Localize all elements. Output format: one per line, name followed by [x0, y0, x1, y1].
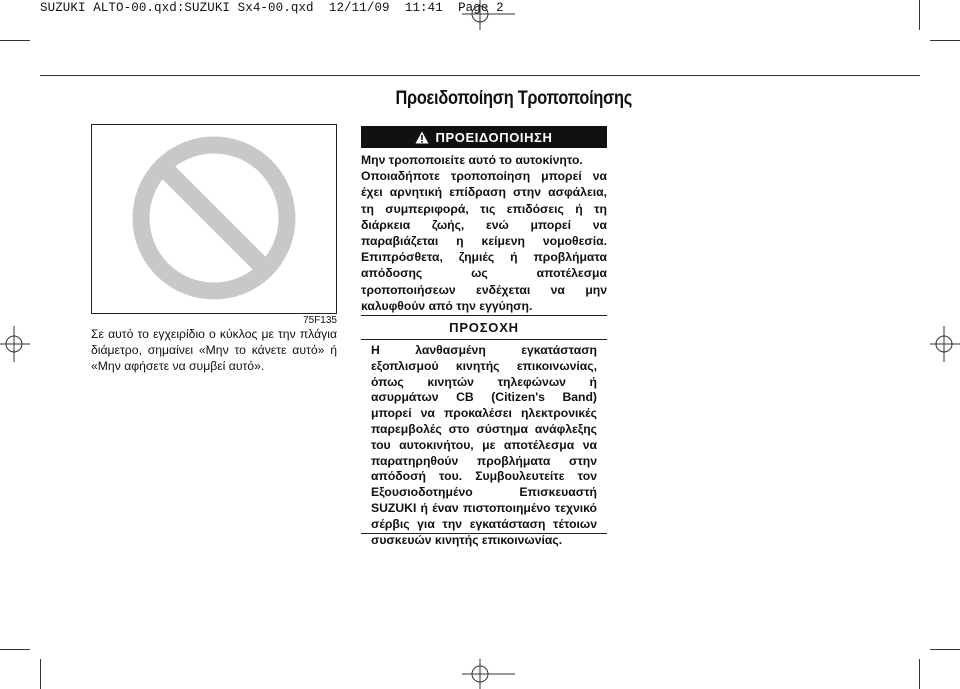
figure-caption: Σε αυτό το εγχειρίδιο ο κύκλος με την πλάγια διάμετρο, σημαίνει «Μην το κάνετε αυτό» ή «Μην αφήσετε να συμβεί αυτό». [91, 327, 337, 373]
page-title: Προειδοποίηση Τροποποίησης [395, 88, 633, 109]
warning-heading: ΠΡΟΕΙΔΟΠΟΙΗΣΗ [435, 129, 553, 145]
warning-body: Οποιαδήποτε τροποποίηση μπορεί να έχει αρνητική επίδραση στην ασφάλεια, τη συμπεριφορά, τις επιδόσεις ή τη διάρκεια ζωής, ενώ μπορεί να παραβιάζεται η κείμενη νομοθεσία. Επιπρόσθετα, ζημιές ή προβλήματα απόδοσης ως αποτέλεσμα τροποποιήσεων ενδέχεται να μην καλυφθούν από την εγγύηση. [361, 169, 607, 313]
warning-line1: Μην τροποποιείτε αυτό το αυτοκίνητο. [361, 153, 583, 167]
caution-separator [361, 339, 607, 340]
prohibition-sign-icon [92, 125, 336, 313]
figure-code: 75F135 [303, 315, 337, 326]
figure-box [91, 124, 337, 314]
caution-body: Η λανθασμένη εγκατάσταση εξοπλισμού κινητής επικοινωνίας, όπως κινητών τηλεφώνων ή ασυρμάτων CB (Citizen's Band) μπορεί να προκαλέσει ηλεκτρονικές παρεμβολές στο σύστημα ανάφλεξης του αυτοκινήτου, με αποτέλεσμα να παρατηρηθούν προβλήματα στην απόδοσή του. Συμβουλευτείτε τον Εξουσιοδοτημένο Επισκευαστή SUZUKI ή έναν πιστοποιημένο τεχνικό σέρβις για την εγκατάσταση τέτοιων συσκευών κινητής επικοινωνίας. [371, 343, 597, 547]
caution-heading: ΠΡΟΣΟΧΗ [449, 320, 519, 335]
warning-triangle-icon [415, 131, 429, 144]
file-header: SUZUKI ALTO-00.qxd:SUZUKI Sx4-00.qxd 12/11/09 11:41 Page 2 [40, 1, 504, 15]
caution-top-rule [361, 315, 607, 316]
warning-header [361, 126, 607, 148]
warning-text [361, 152, 607, 314]
caution-bottom-rule [361, 533, 607, 534]
